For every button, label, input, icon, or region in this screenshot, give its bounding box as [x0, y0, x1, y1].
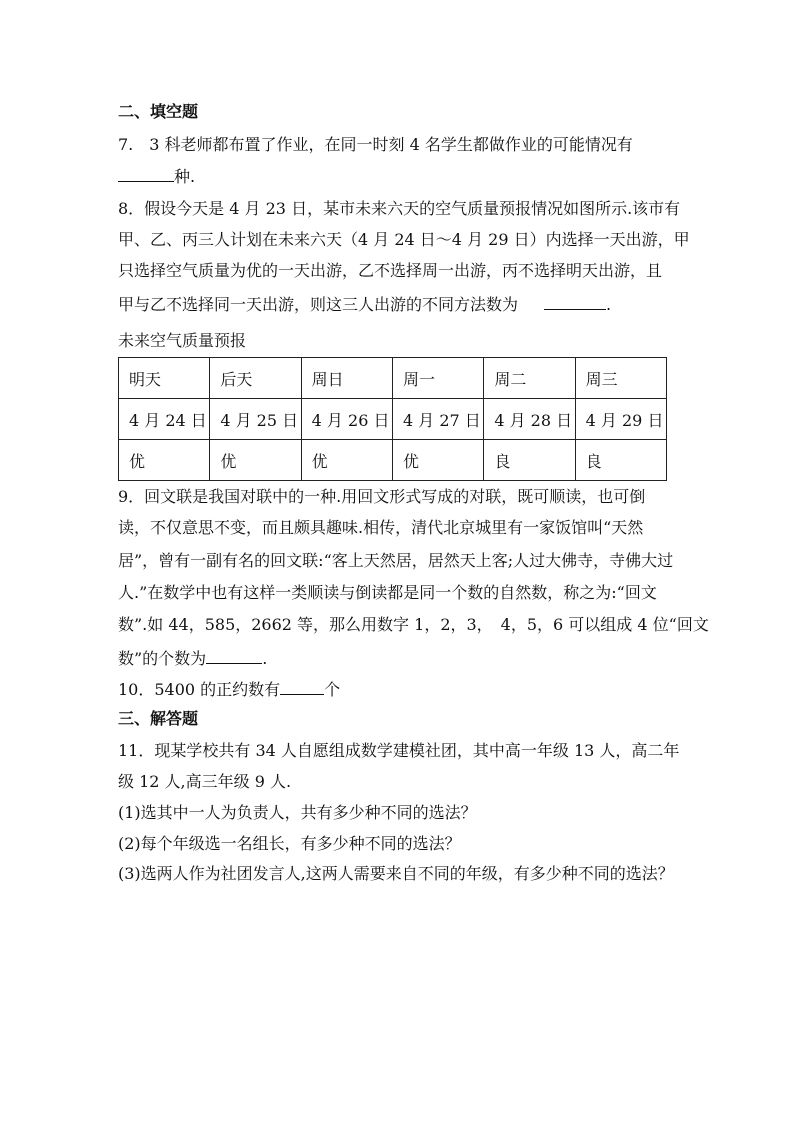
table-cell: 4 月 24 日 — [119, 399, 210, 440]
question-9-tail: . — [262, 649, 268, 668]
section-heading-fill-in: 二、填空题 — [118, 102, 199, 121]
table-cell: 优 — [301, 440, 392, 481]
answer-blank-q10[interactable] — [280, 678, 324, 695]
question-11-line-1: 11．现某学校共有 34 人自愿组成数学建模社团，其中高一年级 13 人，高二年 — [118, 741, 680, 760]
answer-blank-q8[interactable] — [544, 293, 606, 310]
question-7-tail: 种. — [174, 167, 196, 186]
table-row-dates — [119, 399, 667, 440]
question-9-line-2: 读，不仅意思不变，而且颇具趣味.相传，清代北京城里有一家饭馆叫“天然 — [118, 518, 644, 537]
table-cell: 4 月 25 日 — [210, 399, 301, 440]
question-11-part-3: (3)选两人作为社团发言人,这两人需要来自不同的年级，有多少种不同的选法？ — [118, 864, 674, 883]
table-cell: 4 月 28 日 — [484, 399, 575, 440]
question-8-line-4 — [118, 293, 611, 315]
air-quality-table — [118, 357, 667, 481]
question-8-tail: . — [606, 295, 612, 314]
question-8-line-4-text: 甲与乙不选择同一天出游，则这三人出游的不同方法数为 — [118, 295, 519, 314]
question-11-line-2: 级 12 人,高三年级 9 人. — [118, 772, 292, 791]
question-9-line-4: 人.”在数学中也有这样一类顺读与倒读都是同一个数的自然数，称之为:“回文 — [118, 583, 657, 602]
table-cell: 周二 — [484, 358, 575, 399]
table-cell: 4 月 27 日 — [392, 399, 483, 440]
table-caption: 未来空气质量预报 — [118, 331, 247, 350]
answer-blank-q7[interactable] — [118, 165, 174, 182]
question-7-line-2 — [118, 165, 195, 187]
question-11-part-1: (1)选其中一人为负责人，共有多少种不同的选法？ — [118, 803, 477, 822]
table-cell: 周一 — [392, 358, 483, 399]
section-heading-answer: 三、解答题 — [118, 709, 199, 728]
question-9-line-3: 居”，曾有一副有名的回文联:“客上天然居，居然天上客;人过大佛寺，寺佛大过 — [118, 551, 674, 570]
question-10 — [118, 678, 340, 700]
answer-blank-q9[interactable] — [206, 647, 262, 664]
question-10-text: 10．5400 的正约数有 — [118, 680, 281, 699]
question-11-part-2: (2)每个年级选一名组长，有多少种不同的选法？ — [118, 834, 461, 853]
question-8-line-3: 只选择空气质量为优的一天出游，乙不选择周一出游，丙不选择明天出游，且 — [118, 261, 663, 280]
table-row-days — [119, 358, 667, 399]
table-cell: 优 — [210, 440, 301, 481]
question-10-tail: 个 — [324, 680, 341, 699]
table-cell: 优 — [119, 440, 210, 481]
question-9-line-6-text: 数”的个数为 — [118, 649, 207, 668]
table-cell: 后天 — [210, 358, 301, 399]
question-8-line-2: 甲、乙、丙三人计划在未来六天（4 月 24 日～4 月 29 日）内选择一天出游，甲 — [118, 230, 690, 249]
table-cell: 良 — [484, 440, 575, 481]
table-cell: 明天 — [119, 358, 210, 399]
question-9-line-1: 9．回文联是我国对联中的一种.用回文形式写成的对联，既可顺读，也可倒 — [118, 487, 646, 506]
question-9-line-6 — [118, 647, 267, 669]
question-9-line-5: 数”.如 44，585，2662 等，那么用数字 1，2，3， 4，5，6 可以组成 4 位“回文 — [118, 615, 709, 634]
question-7-line-1: 7. 3 科老师都布置了作业，在同一时刻 4 名学生都做作业的可能情况有 — [118, 135, 633, 154]
question-8-line-1: 8．假设今天是 4 月 23 日，某市未来六天的空气质量预报情况如图所示.该市有 — [118, 199, 681, 218]
table-cell: 4 月 26 日 — [301, 399, 392, 440]
table-cell: 周日 — [301, 358, 392, 399]
table-cell: 周三 — [575, 358, 666, 399]
table-cell: 良 — [575, 440, 666, 481]
table-row-quality — [119, 440, 667, 481]
table-cell: 4 月 29 日 — [575, 399, 666, 440]
table-cell: 优 — [392, 440, 483, 481]
